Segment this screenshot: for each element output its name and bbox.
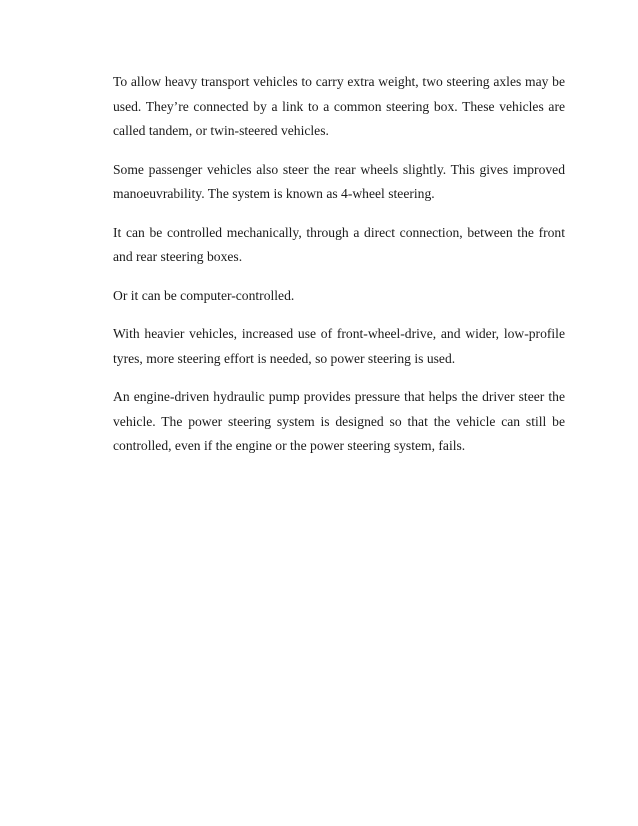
- document-body: [113, 70, 565, 473]
- paragraph-tandem-steering: To allow heavy transport vehicles to carry extra weight, two steering axles may be used. They’re connected by a link to a common steering box. These vehicles are called tandem, or twin-steered vehicles.: [113, 74, 565, 138]
- paragraph-four-wheel-steering: Some passenger vehicles also steer the rear wheels slightly. This gives improved manoeuvrability. The system is known as 4-wheel steering.: [113, 161, 565, 201]
- paragraph-mechanical-control: It can be controlled mechanically, through a direct connection, between the front and rear steering boxes.: [113, 224, 565, 264]
- paragraph-hydraulic-pump: An engine-driven hydraulic pump provides pressure that helps the driver steer the vehicle. The power steering system is designed so that the vehicle can still be controlled, even if the engine or the power steering system, fails.: [113, 389, 565, 453]
- paragraph-power-steering: With heavier vehicles, increased use of front-wheel-drive, and wider, low-profile tyres, more steering effort is needed, so power steering is used.: [113, 326, 565, 366]
- paragraph-computer-control: Or it can be computer-controlled.: [113, 287, 295, 303]
